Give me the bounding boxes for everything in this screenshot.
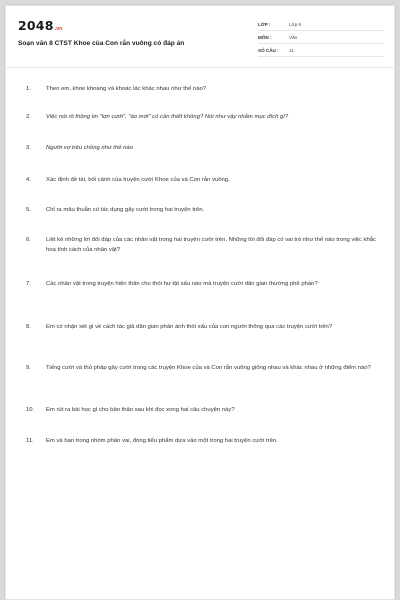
question-item: [26, 176, 378, 186]
meta-row-class: [258, 18, 384, 31]
question-number: 3.: [26, 145, 31, 151]
question-text: Xác định đề tài, bối cảnh của truyện cười Khoe của và Con rắn vuông.: [46, 177, 230, 183]
meta-value: 11: [289, 47, 294, 53]
question-item: [26, 406, 378, 416]
meta-value: Lớp 8: [289, 21, 301, 27]
question-number: 8.: [26, 324, 31, 330]
question-item: [26, 113, 378, 123]
logo-text: 2048: [18, 18, 54, 33]
question-text: Tiếng cười và thủ pháp gây cười trong các truyện Khoe của và Con rắn vuông giống nhau và khác nhau ở những điểm nào?: [46, 365, 371, 371]
question-text: Theo em, khoe khoang và khoác lác khác nhau như thế nào?: [46, 86, 207, 92]
question-text: Việc nói rõ thông tin "lợn cưới", "áo mới" có cần thiết không? Nói như vậy nhằm mục đích gì?: [46, 114, 289, 120]
question-item: [26, 144, 378, 154]
question-text: Người vợ trêu chồng như thế nào: [46, 145, 133, 151]
question-item: [26, 206, 378, 216]
question-item: [26, 85, 378, 95]
meta-label: LỚP :: [258, 21, 271, 27]
question-number: 5.: [26, 207, 31, 213]
question-number: 7.: [26, 281, 31, 287]
question-item: [26, 323, 378, 333]
question-number: 10.: [26, 407, 35, 413]
meta-row-count: [258, 44, 384, 57]
question-number: 9.: [26, 365, 31, 371]
question-item: [26, 437, 378, 447]
meta-label: MÔN :: [258, 34, 272, 40]
meta-row-subject: [258, 31, 384, 44]
question-item: [26, 280, 378, 290]
meta-label: SỐ CÂU :: [258, 47, 279, 53]
logo-domain: .vn: [54, 26, 63, 32]
document-title: Soạn văn 8 CTST Khoe của Con rắn vuông có đáp án: [18, 40, 185, 47]
meta-value: Văn: [289, 34, 298, 40]
question-text: Em có nhận xét gì về cách tác giả dân gian phản ánh thói xấu của con người thông qua các truyện cười trên?: [46, 324, 333, 330]
question-text: Em và bạn trong nhóm phân vai, đóng tiểu phẩm dựa vào một trong hai truyện cười trên.: [46, 438, 278, 444]
meta-info: [258, 18, 384, 57]
question-number: 11.: [26, 438, 34, 444]
question-number: 6.: [26, 237, 31, 243]
question-text: Chỉ ra mâu thuẫn có tác dụng gây cười trong hai truyện trên.: [46, 207, 205, 213]
question-number: 2.: [26, 114, 31, 120]
question-text: Em rút ra bài học gì cho bản thân sau khi đọc xong hai câu chuyện này?: [46, 407, 235, 413]
question-number: 4.: [26, 177, 31, 183]
site-logo[interactable]: [18, 18, 63, 33]
document-header: [6, 6, 394, 68]
question-number: 1.: [26, 86, 31, 92]
question-item: [26, 364, 378, 374]
question-text: Các nhân vật trong truyện hiện thân cho thói hư tật xấu nào mà truyện cười dân gian thường phê phán?: [46, 281, 318, 287]
document-page: [5, 5, 395, 600]
question-text: Liệt kê những lời đối đáp của các nhân vật trong hai truyện cười trên. Những lời đối đáp có vai trò như thế nào trong việc khắc hoạ tính cách của nhân vật?: [46, 237, 376, 253]
question-item: [26, 236, 378, 255]
